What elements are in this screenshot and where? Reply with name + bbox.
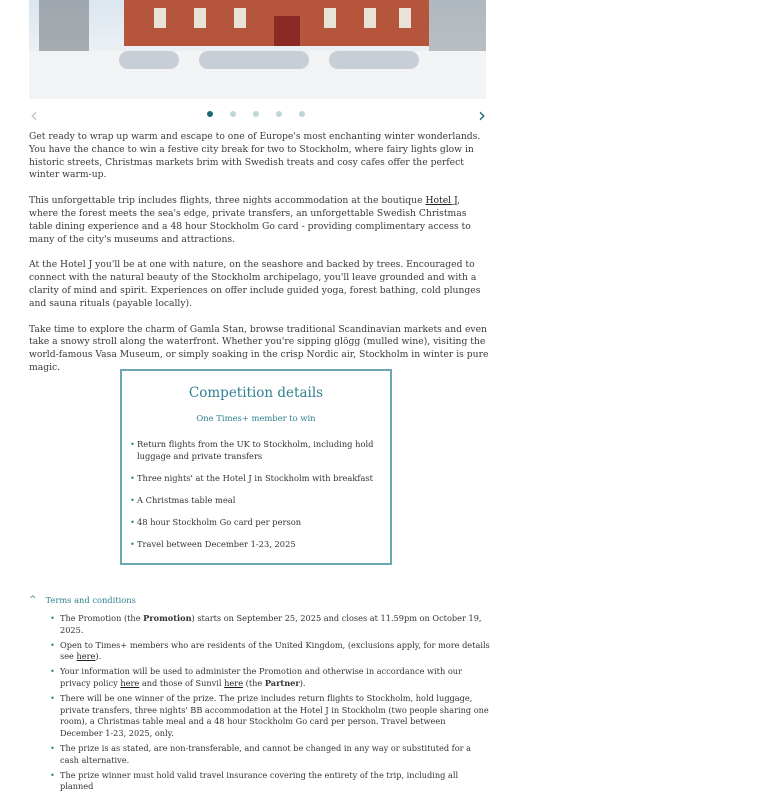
list-item [50, 613, 490, 636]
carousel-prev-icon[interactable]: ‹ [27, 105, 41, 125]
competition-subtitle: One Times+ member to win [196, 413, 316, 423]
list-item [50, 666, 490, 689]
text: The prize is as stated, are non-transferable, and cannot be changed in any way or substituted for a cash alternative. [60, 742, 472, 765]
window [154, 8, 166, 28]
window [324, 8, 336, 28]
list-item [130, 494, 388, 506]
text: Partner [264, 677, 300, 688]
shrub [119, 51, 179, 69]
carousel-dot[interactable] [276, 111, 282, 117]
article-body [29, 131, 489, 388]
item-text: Three nights' at the Hotel J in Stockholm with breakfast [137, 473, 373, 483]
text: and those of Sunvil [139, 677, 225, 688]
window [399, 8, 411, 28]
exclusions-link[interactable]: here [76, 651, 96, 662]
carousel-dot[interactable] [253, 111, 259, 117]
list-item [130, 438, 388, 462]
article-paragraph: Get ready to wrap up warm and escape to one of Europe's most enchanting winter wonderlands. You have the chance to win a festive city break for two to Stockholm, where fairy lights glow in historic streets, Christmas markets brim with Swedish treats and cosy cafes offer the perfect winter warm-up. [29, 131, 481, 181]
bullet: • [130, 517, 135, 527]
text: (the [243, 677, 265, 688]
bullet: • [50, 666, 55, 677]
chevron-up-icon: ^ [29, 595, 37, 605]
article-paragraph [29, 195, 489, 246]
list-item [130, 516, 388, 528]
shrub [199, 51, 309, 69]
text: The Promotion (the [60, 613, 144, 623]
text: , where the forest meets the sea's edge, private transfers, an unforgettable Swedish Christmas table dining experience and a 48 hour Stockholm Go card - providing complimentary access to many of the city's museums and attractions. [29, 195, 471, 245]
hero-photo [29, 0, 486, 99]
terms-label: Terms and conditions [45, 595, 136, 605]
competition-list [130, 438, 388, 560]
item-text: Travel between December 1-23, 2025 [137, 539, 296, 549]
terms-list [50, 613, 490, 796]
list-item [50, 693, 490, 739]
text: There will be one winner of the prize. The prize includes return flights to Stockholm, hold luggage, private transfers, three nights' BB accommodation at the Hotel J in Stockholm (two people sharing one room), a Christmas table meal and a 48 hour Stockholm Go card per person. Travel between December 1-23, 2025, only. [60, 693, 489, 738]
window [234, 8, 246, 28]
item-text: Return flights from the UK to Stockholm, including hold luggage and private transfers [137, 439, 374, 461]
window [364, 8, 376, 28]
bullet: • [130, 439, 135, 449]
door [274, 16, 300, 46]
text: Open to Times+ members who are residents of the United Kingdom, (exclusions apply, for more details see [60, 639, 490, 662]
list-item [130, 538, 388, 550]
text: ). [299, 677, 306, 688]
carousel-dots [207, 111, 305, 117]
text: ). [95, 651, 102, 662]
window [194, 8, 206, 28]
bullet: • [50, 693, 55, 704]
list-item [130, 472, 388, 484]
text: Your information will be used to administer the Promotion and otherwise in accordance with our privacy policy [60, 666, 462, 688]
item-text: A Christmas table meal [137, 495, 236, 505]
terms-toggle[interactable] [29, 595, 136, 605]
text: The prize winner must hold valid travel insurance covering the entirety of the trip, including all planned [60, 769, 459, 792]
text: This unforgettable trip includes flights, three nights accommodation at the boutique [29, 195, 426, 207]
item-text: 48 hour Stockholm Go card per person [137, 517, 302, 527]
list-item [50, 743, 490, 766]
carousel-next-icon[interactable]: › [475, 105, 489, 125]
competition-details-box [120, 369, 392, 565]
bullet: • [130, 495, 135, 505]
bullet: • [50, 613, 55, 623]
privacy-policy-link[interactable]: here [120, 677, 140, 688]
text: ) starts on September 25, 2025 and closes at 11.59pm on October 19, 2025. [60, 613, 482, 635]
bullet: • [50, 742, 55, 753]
carousel-dot[interactable] [207, 111, 213, 117]
bullet: • [50, 769, 55, 780]
article-paragraph: At the Hotel J you'll be at one with nature, on the seashore and backed by trees. Encouraged to connect with the natural beauty of the Stockholm archipelago, you'll leave grounded and with a clarity of mind and spirit. Experiences on offer include guided yoga, forest bathing, cold plunges and sauna rituals (payable locally). [29, 259, 481, 309]
bullet: • [130, 473, 135, 483]
sunvil-policy-link[interactable]: here [224, 677, 244, 688]
article-paragraph: Take time to explore the charm of Gamla Stan, browse traditional Scandinavian markets and even take a snowy stroll along the waterfront. Whether you're sipping glögg (mulled wine), visiting the world-famous Vasa Museum, or simply soaking in the crisp Nordic air, Stockholm in winter is pure magic. [29, 323, 489, 373]
shrub [329, 51, 419, 69]
bullet: • [50, 639, 55, 650]
competition-title: Competition details [188, 385, 324, 401]
carousel-dot[interactable] [299, 111, 305, 117]
list-item [50, 640, 490, 663]
hotel-j-link[interactable]: Hotel J [425, 195, 458, 207]
bullet: • [130, 539, 135, 549]
carousel-dot[interactable] [230, 111, 236, 117]
text: Promotion [143, 613, 192, 623]
list-item [50, 770, 490, 793]
hotel-building [124, 0, 429, 46]
